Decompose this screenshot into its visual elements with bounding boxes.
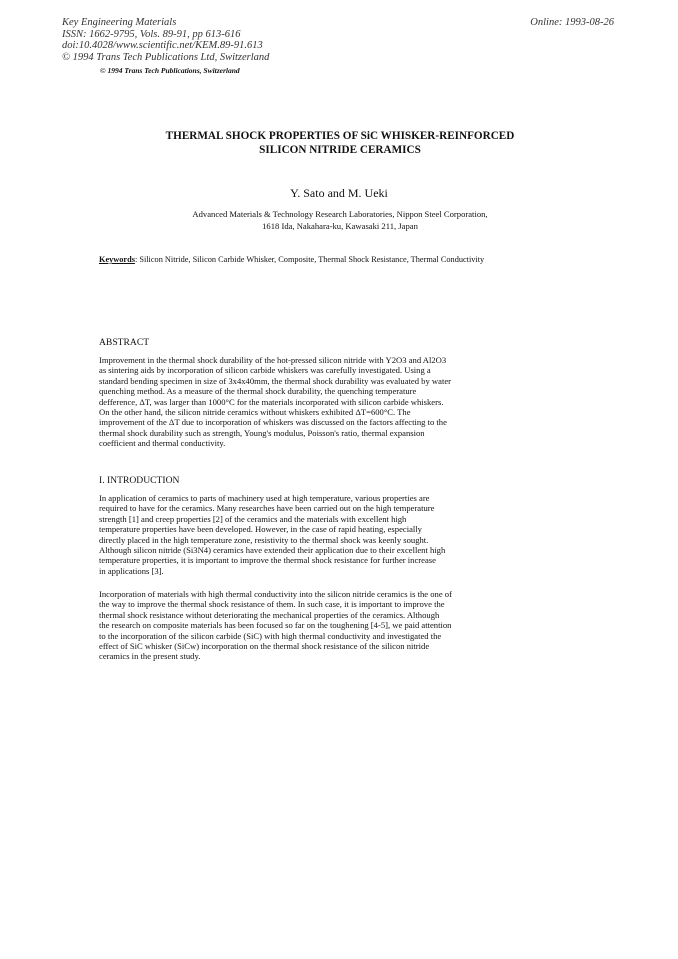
issn-line: ISSN: 1662-9795, Vols. 89-91, pp 613-616 — [62, 28, 241, 40]
keywords — [99, 255, 529, 266]
text-line: coefficient and thermal conductivity. — [99, 438, 226, 449]
text-line: strength [1] and creep properties [2] of the ceramics and the materials with excellent high — [99, 513, 407, 524]
doi-link[interactable]: doi:10.4028/www.scientific.net/KEM.89-91.613 — [62, 40, 263, 51]
text-line: temperature properties have been developed. However, in the case of rapid heating, especially — [99, 524, 422, 535]
text-line: standard bending specimen in size of 3x4x40mm, the thermal shock durability was evaluated by water — [99, 375, 452, 386]
text-line: defference, ΔT, was larger than 1000°C for the materials incorporated with silicon carbide whiskers. — [99, 396, 444, 407]
text-line: On the other hand, the silicon nitride ceramics without whiskers exhibited ΔT=600°C. The — [99, 407, 411, 418]
text-line: required to have for the ceramics. Many researches have been carried out on the high temperature — [99, 503, 435, 514]
title-line-2: SILICON NITRIDE CERAMICS — [259, 144, 421, 156]
text-line: ceramics in the present study. — [99, 651, 201, 662]
online-date: Online: 1993-08-26 — [530, 17, 614, 28]
introduction-paragraph-1 — [99, 493, 530, 576]
affiliation-line-1: Advanced Materials & Technology Research Laboratories, Nippon Steel Corporation, — [192, 209, 488, 219]
text-line: thermal shock resistance without deteriorating the mechanical properties of the ceramics. Although — [99, 609, 440, 620]
introduction-heading: I. INTRODUCTION — [99, 475, 180, 486]
copyright-notice: © 1994 Trans Tech Publications Ltd, Switzerland — [62, 51, 270, 63]
abstract-text — [99, 355, 530, 449]
abstract-heading: ABSTRACT — [99, 337, 150, 348]
text-line: improvement of the ΔT due to incorporation of whiskers was discussed on the factors affecting to the — [99, 417, 447, 428]
keywords-label: Keywords — [99, 255, 135, 264]
text-line: the way to improve the thermal shock resistance of them. In such case, it is important to improve the — [99, 599, 445, 610]
text-line: directly placed in the high temperature zone, resistivity to the thermal shock was keenly sought. — [99, 534, 429, 545]
text-line: Incorporation of materials with high thermal conductivity into the silicon nitride ceramics is the one of — [99, 589, 452, 599]
journal-name: Key Engineering Materials — [62, 17, 177, 28]
title-line-1: THERMAL SHOCK PROPERTIES OF SiC WHISKER-REINFORCED — [165, 130, 515, 142]
text-line: temperature properties, it is important to improve the thermal shock resistance for further increase — [99, 555, 436, 566]
text-line: Improvement in the thermal shock durability of the hot-pressed silicon nitride with Y2O3 and Al2O3 — [99, 355, 447, 365]
authors: Y. Sato and M. Ueki — [290, 186, 388, 200]
text-line: Although silicon nitride (Si3N4) ceramics have extended their application due to their excellent high — [99, 545, 446, 556]
text-line: as sintering aids by incorporation of silicon carbide whiskers was carefully investigated. Using a — [99, 365, 431, 376]
text-line: effect of SiC whisker (SiCw) incorporation on the thermal shock resistance of the silicon nitride — [99, 641, 430, 652]
affiliation — [60, 209, 620, 232]
text-line: thermal shock durability such as strength, Young's modulus, Poisson's ratio, thermal expansion — [99, 427, 425, 438]
affiliation-line-2: 1618 Ida, Nakahara-ku, Kawasaki 211, Japan — [262, 220, 418, 231]
text-line: to the incorporation of the silicon carbide (SiC) with high thermal conductivity and investigated the — [99, 630, 442, 641]
introduction-paragraph-2 — [99, 589, 530, 662]
text-line: the research on composite materials has been focused so far on the toughening [4-5], we paid attention — [99, 620, 452, 631]
text-line: In application of ceramics to parts of machinery used at high temperature, various properties are — [99, 493, 430, 503]
text-line: quenching method. As a measure of the thermal shock durability, the quenching temperature — [99, 386, 417, 397]
publisher-copyright: © 1994 Trans Tech Publications, Switzerland — [100, 66, 240, 75]
keywords-text: : Silicon Nitride, Silicon Carbide Whisker, Composite, Thermal Shock Resistance, Thermal Conductivity — [134, 255, 485, 264]
paper-title — [60, 129, 620, 157]
journal-header — [62, 17, 269, 63]
text-line: in applications [3]. — [99, 565, 164, 576]
